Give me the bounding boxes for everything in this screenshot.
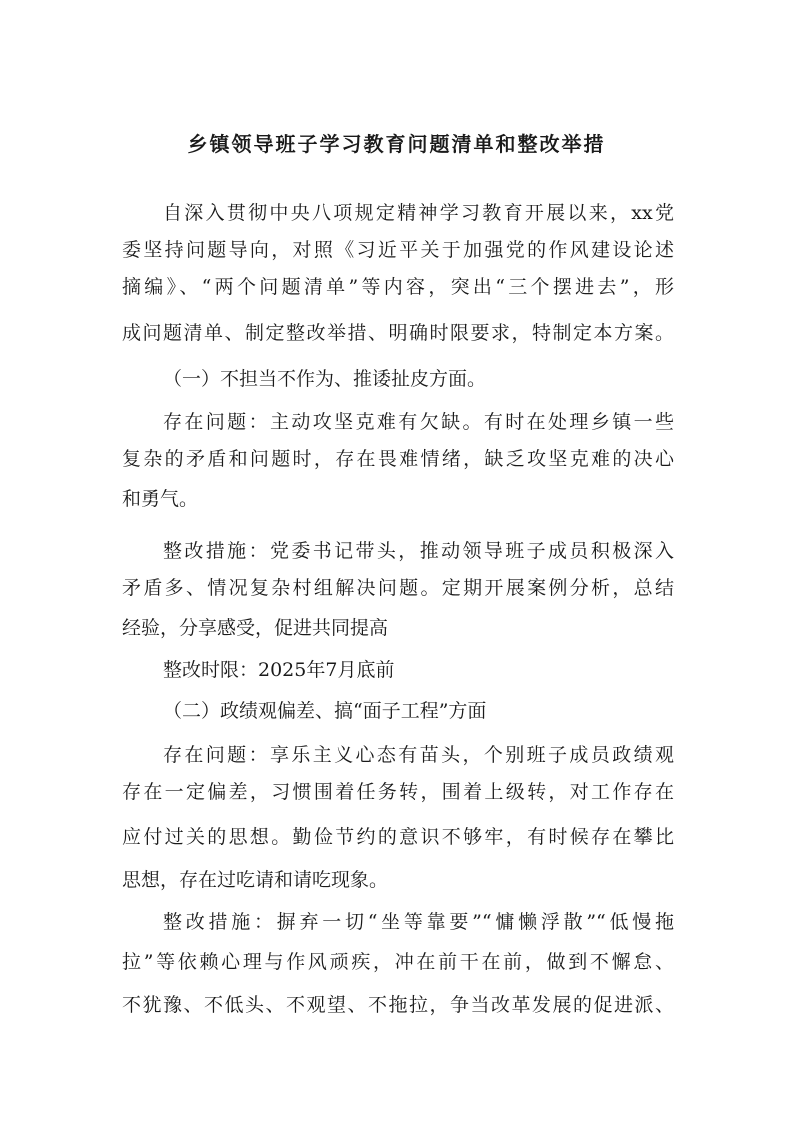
problem-1-line-3: 和勇气。	[122, 488, 199, 510]
paragraph-intro-line-4: 成问题清单、制定整改举措、明确时限要求，特制定本方案。	[122, 322, 674, 344]
measure-1-line-3: 经验，分享感受，促进共同提高	[122, 617, 389, 639]
deadline-1: 整改时限：2025年7月底前	[163, 659, 395, 681]
section-heading-2: （二）政绩观偏差、搞“面子工程”方面	[163, 700, 487, 722]
problem-2-line-4: 思想，存在过吃请和请吃现象。	[122, 869, 389, 891]
measure-2-line-2: 拉”等依赖心理与作风顽疾，冲在前干在前，做到不懈怠、	[122, 951, 674, 973]
problem-1-line-2: 复杂的矛盾和问题时，存在畏难情绪，缺乏攻坚克难的决心	[122, 448, 674, 470]
measure-1-line-2: 矛盾多、情况复杂村组解决问题。定期开展案例分析，总结	[122, 577, 674, 599]
problem-2-line-2: 存在一定偏差，习惯围着任务转，围着上级转，对工作存在	[122, 781, 674, 803]
problem-2-line-1: 存在问题：享乐主义心态有苗头，个别班子成员政绩观	[163, 744, 674, 766]
measure-2-line-3: 不犹豫、不低头、不观望、不拖拉，争当改革发展的促进派、	[122, 994, 674, 1016]
section-heading-1: （一）不担当不作为、推诿扯皮方面。	[163, 368, 487, 390]
paragraph-intro-line-2: 委坚持问题导向，对照《习近平关于加强党的作风建设论述	[122, 239, 674, 261]
paragraph-intro-line-3: 摘编》、“两个问题清单”等内容，突出“三个摆进去”，形	[122, 276, 674, 298]
measure-2-line-1: 整改措施：摒弃一切“坐等靠要”“慵懒浮散”“低慢拖	[163, 911, 674, 933]
paragraph-intro-line-1: 自深入贯彻中央八项规定精神学习教育开展以来，xx党	[163, 202, 674, 224]
measure-1-line-1: 整改措施：党委书记带头，推动领导班子成员积极深入	[163, 540, 674, 562]
problem-2-line-3: 应付过关的思想。勤俭节约的意识不够牢，有时候存在攀比	[122, 826, 674, 848]
problem-1-line-1: 存在问题：主动攻坚克难有欠缺。有时在处理乡镇一些	[163, 411, 674, 433]
document-title: 乡镇领导班子学习教育问题清单和整改举措	[187, 132, 606, 156]
